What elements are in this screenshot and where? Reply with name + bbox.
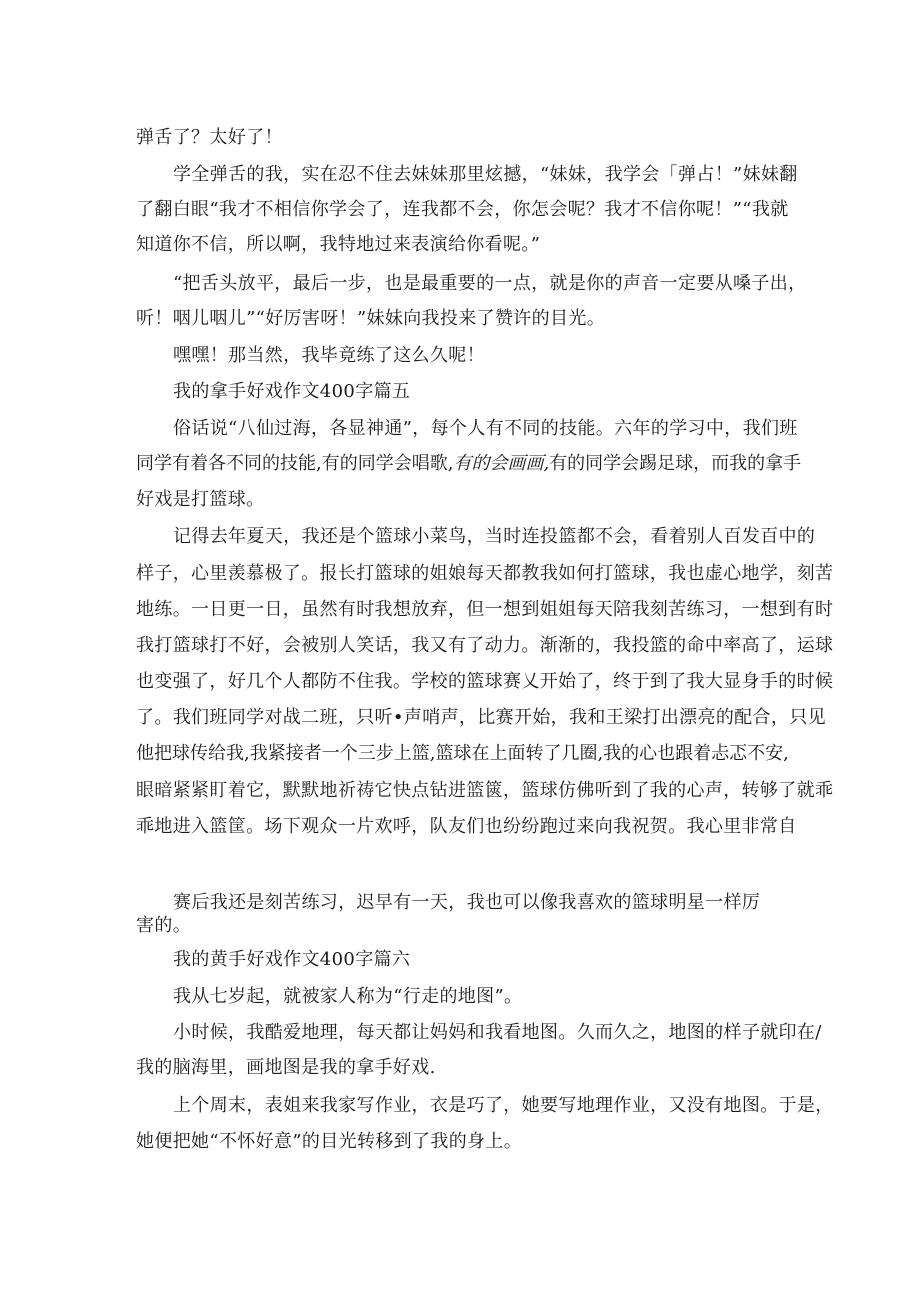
text-line: 俗话说“八仙过海，各显神通”，每个人有不同的技能。六年的学习中，我们班: [173, 418, 798, 439]
text-line: 害的。: [136, 915, 192, 936]
text-line: 我从七岁起，就被家人称为“行走的地图”。: [173, 986, 523, 1007]
text-line: 上个周末，表姐来我家写作业，衣是巧了，她要写地理作业，又没有地图。于是，: [173, 1095, 834, 1116]
text-line: 学全弹舌的我，实在忍不住去妹妹那里炫撼，“妹妹，我学会「弹占！”妹妹翻: [173, 164, 798, 185]
text-line: 嘿嘿！那当然，我毕竟练了这么久呢！: [173, 345, 485, 366]
text-line: 知道你不信，所以啊，我特地过来表演给你看呢。”: [136, 234, 541, 255]
text-line: 弹舌了？太好了！: [136, 127, 283, 148]
text-line: 听！咽儿咽儿”“好厉害呀！”妹妹向我投来了赞许的目光。: [136, 308, 606, 329]
text-line: 小时候，我酷爱地理，每天都让妈妈和我看地图。久而久之，地图的样子就印在/: [173, 1022, 822, 1043]
text-line: 也变强了，好几个人都防不住我。学校的篮球赛乂开始了，终于到了我大显身手的时候: [136, 671, 834, 692]
text-line: 眼暗紧紧盯着它，默默地祈祷它快点钻进篮篋，篮球仿佛听到了我的心声，转够了就乖: [136, 780, 834, 801]
text-line: 赛后我还是刻苦练习，迟早有一天，我也可以像我喜欢的篮球明星一样厉: [173, 892, 761, 913]
text-run-italic: 有的会画画,: [453, 453, 550, 474]
text-run: 有的同学会踢足球，而我的拿手: [549, 453, 802, 474]
text-line: 地练。一日更一日，虽然有时我想放弃，但一想到姐姐每天陪我刻苦练习，一想到有时: [136, 599, 834, 620]
text-line: 他把球传给我,我紧接者一个三步上篮,篮球在上面转了几圈,我的心也跟着忐忑不安,: [136, 743, 789, 764]
text-line: 乖地进入篮筐。场下观众一片欢呼，队友们也纷纷跑过来向我祝贺。我心里非常自: [136, 816, 797, 837]
text-run: 同学有着各不同的技能,有的同学会唱歌,: [136, 453, 454, 474]
text-line: 了翻白眼“我才不相信你学会了，连我都不会，你怎会呢？我才不信你呢！”“我就: [136, 199, 789, 220]
text-line: 我打篮球打不好，会被别人笑话，我又有了动力。渐渐的，我投篮的命中率高了，运球: [136, 635, 834, 656]
section-heading: 我的黄手好戏作文400字篇六: [173, 949, 411, 970]
text-line: [136, 452, 801, 476]
text-line: “把舌头放平，最后一步，也是最重要的一点，就是你的声音一定要从嗓子出，: [173, 273, 807, 294]
text-line: 样子，心里羡慕极了。报长打篮球的姐娘每天都教我如何打篮球，我也虚心地学，刻苦: [136, 563, 834, 584]
text-line: 我的脑海里，画地图是我的拿手好戏.: [136, 1057, 436, 1078]
text-line: 了。我们班同学对战二班，只听•声哨声，比赛开始，我和王梁打出漂亮的配合，只见: [136, 707, 826, 728]
section-heading: 我的拿手好戏作文400字篇五: [173, 381, 411, 402]
text-line: 好戏是打篮球。: [136, 489, 265, 510]
text-line: 记得去年夏天，我还是个篮球小菜鸟，当时连投篮都不会，看着别人百发百中的: [173, 526, 816, 547]
text-line: 她便把她“不怀好意”的目光转移到了我的身上。: [136, 1131, 523, 1152]
